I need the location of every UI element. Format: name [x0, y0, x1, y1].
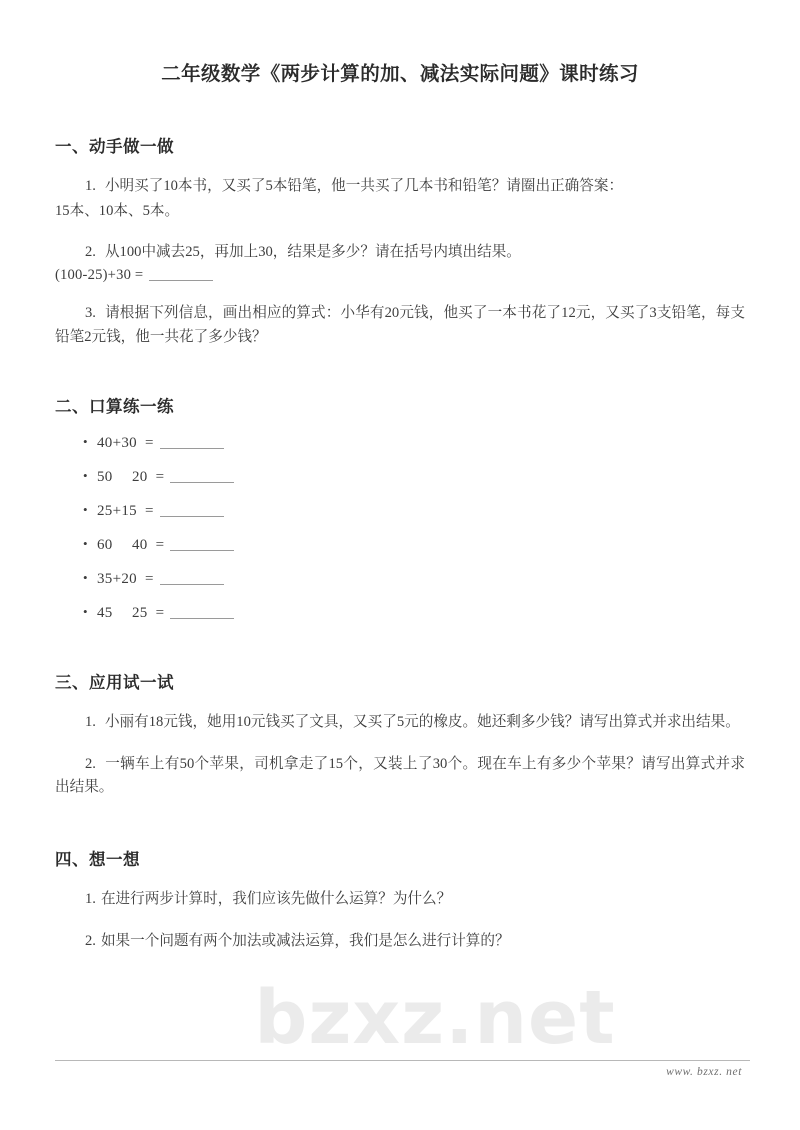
- answer-blank[interactable]: [170, 607, 234, 619]
- list-item: [55, 605, 745, 622]
- list-item: [55, 435, 745, 452]
- page-title: 二年级数学《两步计算的加、减法实际问题》课时练习: [161, 64, 639, 85]
- list-item: [55, 469, 745, 486]
- answer-blank[interactable]: [160, 573, 224, 585]
- section-heading-3: 三、应用试一试: [55, 673, 174, 693]
- list-item: [55, 571, 745, 588]
- equals-sign: =: [144, 503, 154, 520]
- footer-url: www. bzxz. net: [666, 1066, 742, 1078]
- question-1-2-formula: [55, 267, 745, 284]
- footer-divider: [55, 1060, 750, 1061]
- question-text: 在进行两步计算时，我们应该先做什么运算？为什么？: [100, 891, 452, 908]
- equals-sign: =: [155, 469, 165, 486]
- equals-sign: =: [144, 435, 154, 452]
- question-4-2: [55, 930, 745, 954]
- question-number: 1.: [85, 714, 96, 731]
- math-expression: 50 20: [97, 469, 148, 486]
- question-1-1-continuation: 15本、10本、5本。: [55, 202, 180, 219]
- question-number: 2.: [85, 932, 96, 949]
- question-text: 小丽有18元钱，她用10元钱买了文具，又买了5元的橡皮。她还剩多少钱？请写出算式并求出结果。: [104, 714, 740, 731]
- math-expression: 35+20: [97, 571, 137, 588]
- answer-blank[interactable]: [160, 437, 224, 449]
- math-expression: 40+30: [97, 435, 137, 452]
- equals-sign: =: [155, 605, 165, 622]
- question-1-2: [55, 241, 745, 265]
- question-text: 如果一个问题有两个加法或减法运算，我们是怎么进行计算的？: [100, 932, 510, 949]
- question-text: 一辆车上有50个苹果，司机拿走了15个，又装上了30个。现在车上有多少个苹果？请写出算式并求出结果。: [55, 755, 745, 796]
- page-footer: [55, 1060, 750, 1078]
- answer-blank[interactable]: [170, 539, 234, 551]
- math-expression: 45 25: [97, 605, 148, 622]
- question-1-3: [55, 302, 745, 349]
- question-number: 1.: [85, 178, 96, 194]
- question-text: 请根据下列信息，画出相应的算式：小华有20元钱，他买了一本书花了12元，又买了3支铅笔，每支铅笔2元钱，他一共花了多少钱？: [55, 304, 745, 345]
- watermark: bzxz.net: [254, 975, 616, 1061]
- equals-sign: =: [155, 537, 165, 554]
- answer-blank[interactable]: [160, 505, 224, 517]
- question-4-1: [55, 888, 745, 912]
- question-3-1: [55, 711, 745, 735]
- question-number: 2.: [85, 755, 96, 772]
- list-item: [55, 503, 745, 520]
- question-3-2: [55, 753, 745, 800]
- equals-sign: =: [144, 571, 154, 588]
- question-number: 3.: [85, 304, 96, 321]
- section-heading-1: 一、动手做一做: [55, 137, 174, 156]
- oral-math-list: [55, 435, 745, 622]
- section-heading-4: 四、想一想: [55, 850, 140, 870]
- formula-expression: (100-25)+30 =: [55, 266, 144, 283]
- math-expression: 25+15: [97, 503, 137, 520]
- answer-blank[interactable]: [170, 471, 234, 483]
- math-expression: 60 40: [97, 537, 148, 554]
- list-item: [55, 537, 745, 554]
- question-text: 从100中减去25，再加上30，结果是多少？请在括号内填出结果。: [104, 244, 521, 261]
- question-1-1: [55, 175, 745, 199]
- question-number: 1.: [85, 891, 96, 908]
- section-heading-2: 二、口算练一练: [55, 397, 174, 417]
- answer-blank[interactable]: [149, 269, 213, 281]
- question-text: 小明买了10本书，又买了5本铅笔，他一共买了几本书和铅笔？请圈出正确答案：: [104, 178, 624, 194]
- question-number: 2.: [85, 244, 96, 261]
